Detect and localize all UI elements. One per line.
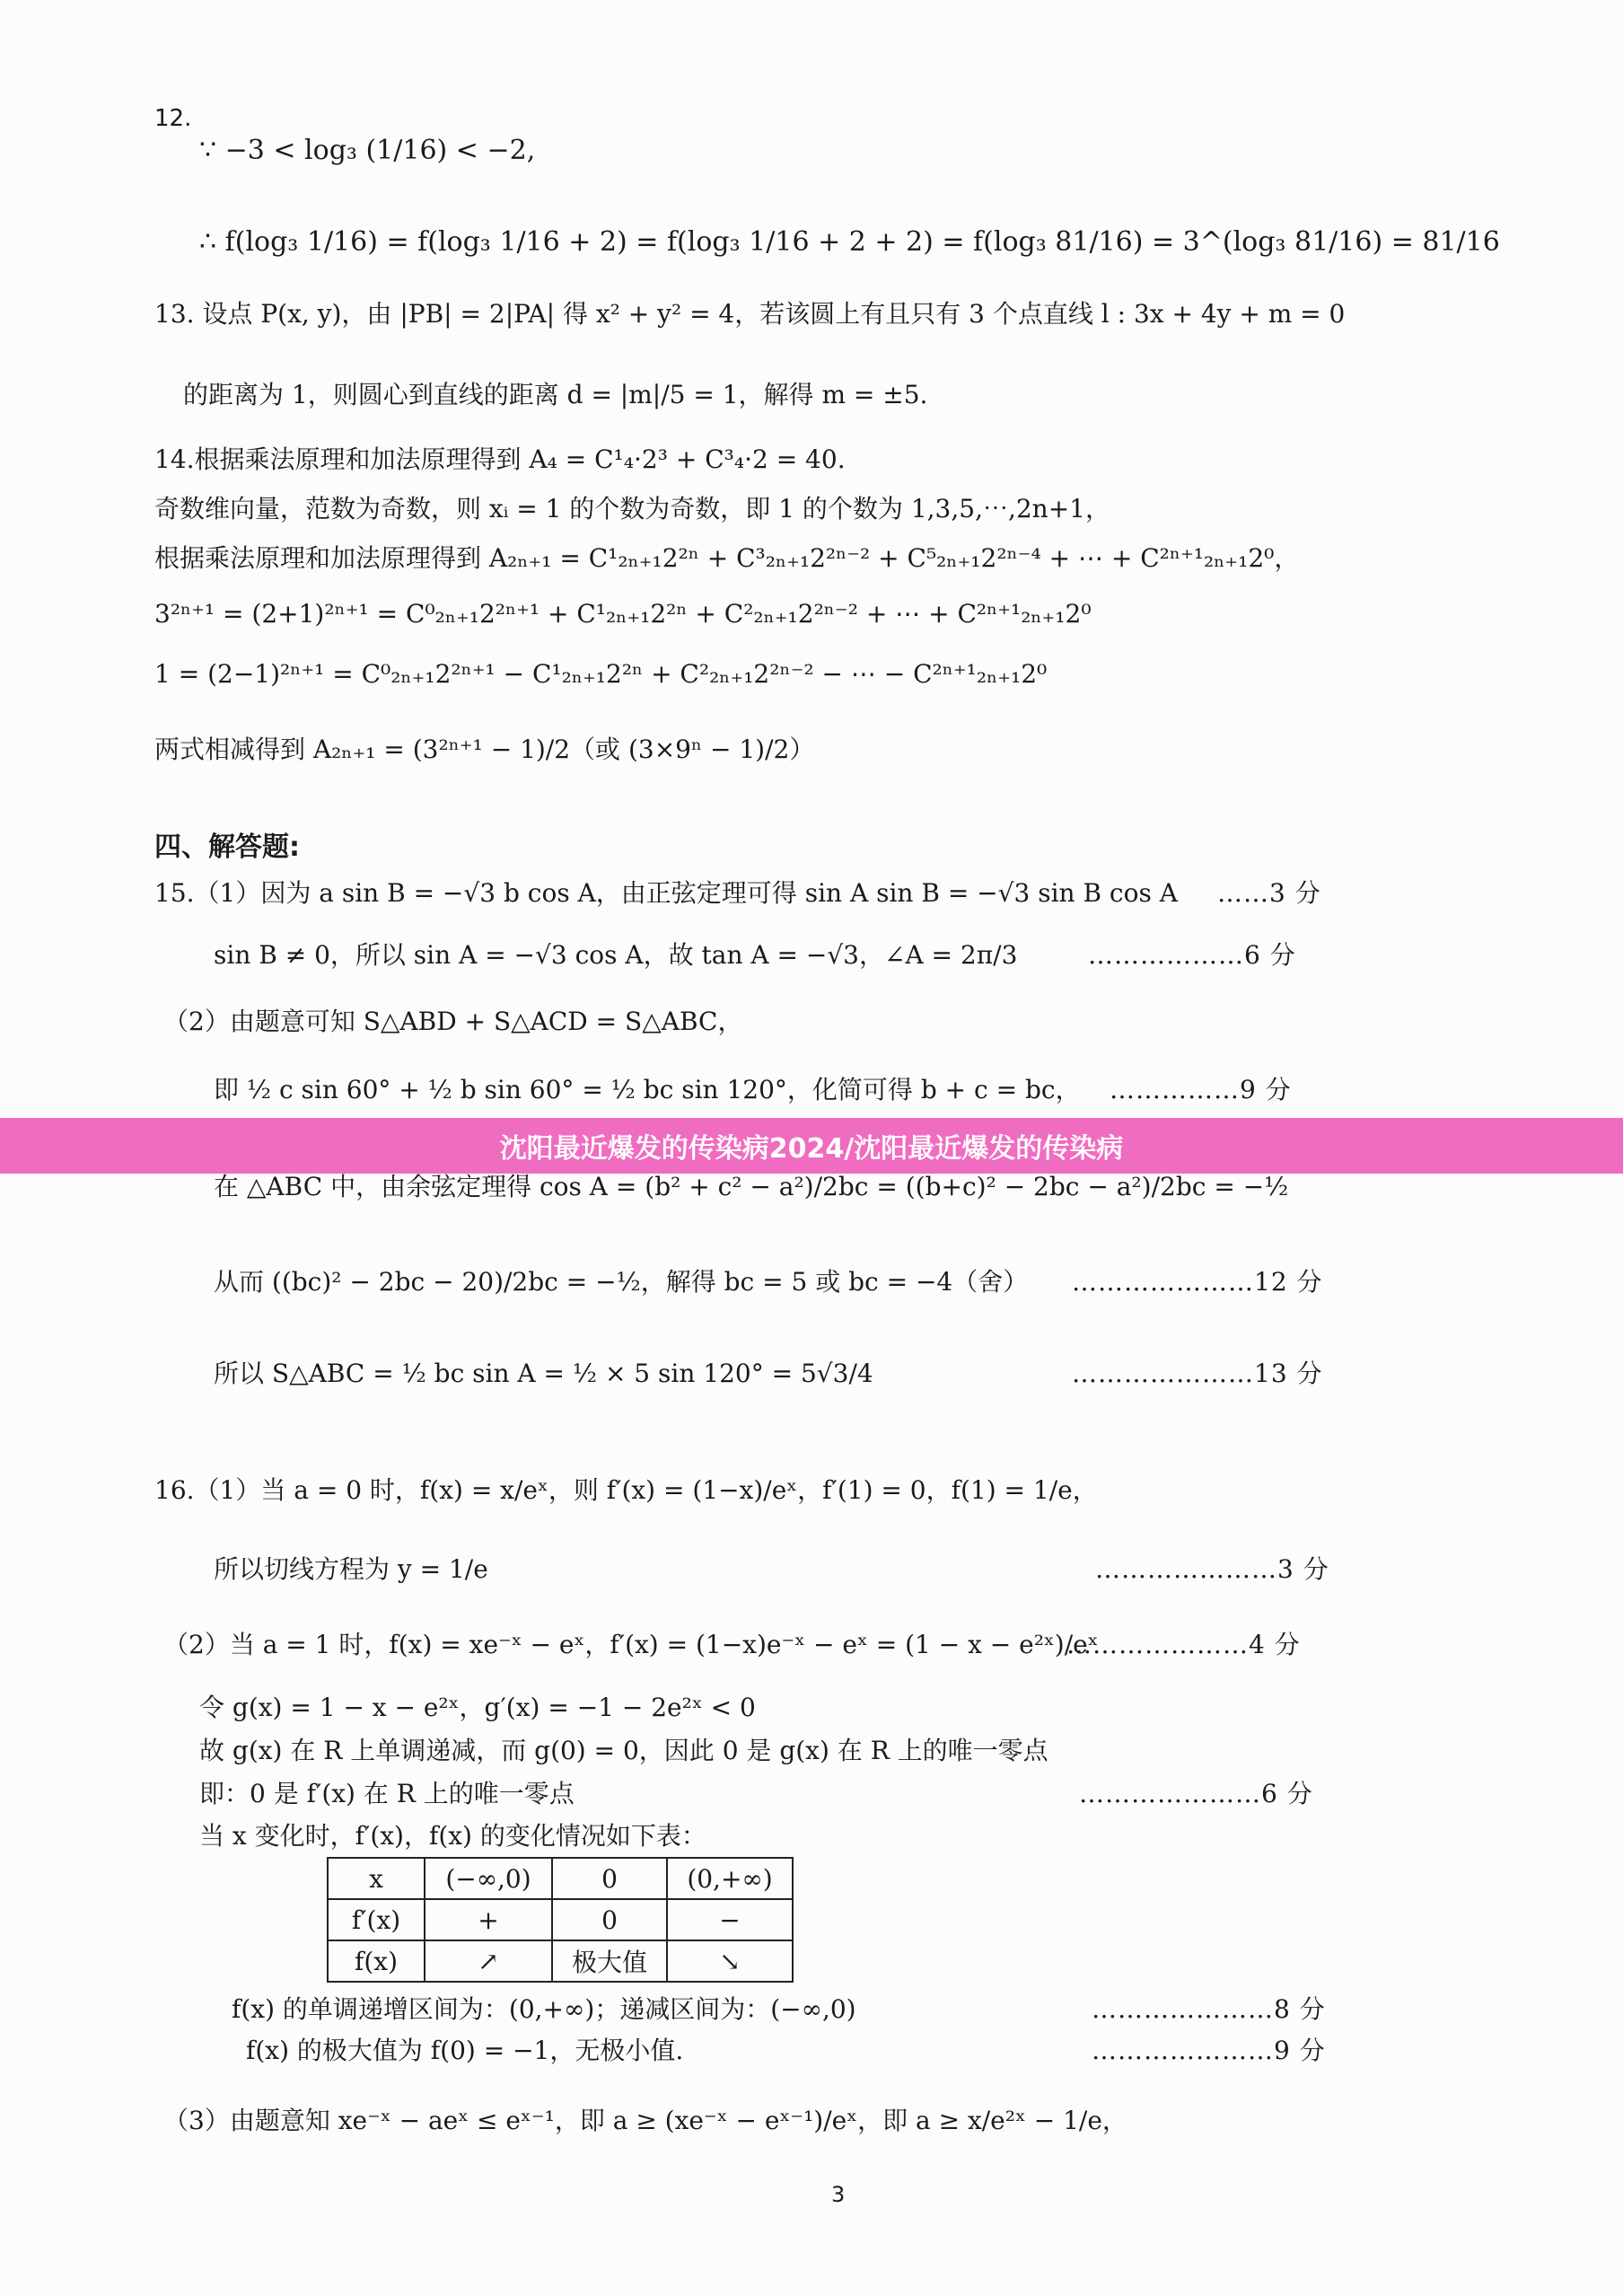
table-cell: ↗ xyxy=(425,1940,552,1982)
table-row xyxy=(328,1858,793,1899)
q15-score-6: …………………12 分 xyxy=(1072,1267,1323,1297)
q14-line-5: 1 = (2−1)²ⁿ⁺¹ = C⁰₂ₙ₊₁2²ⁿ⁺¹ − C¹₂ₙ₊₁2²ⁿ + C²₂ₙ₊₁2²ⁿ⁻² − ⋯ − C²ⁿ⁺¹₂ₙ₊₁2⁰ xyxy=(154,659,1048,689)
q16-score-9: …………………9 分 xyxy=(1092,2036,1326,2065)
q12-number: 12. xyxy=(154,105,192,132)
q15-score-1: ……3 分 xyxy=(1217,878,1321,908)
q14-line-1: 14.根据乘法原理和加法原理得到 A₄ = C¹₄·2³ + C³₄·2 = 40. xyxy=(154,444,846,474)
sign-table xyxy=(327,1857,794,1983)
q16-score-2: …………………3 分 xyxy=(1095,1554,1329,1584)
page-number: 3 xyxy=(831,2182,846,2207)
q16-line-3: （2）当 a = 1 时，f(x) = xe⁻ˣ − eˣ，f′(x) = (1−x)e⁻ˣ − eˣ = (1 − x − e²ˣ)/eˣ xyxy=(163,1630,1099,1659)
q16-line-8: f(x) 的单调递增区间为：(0,+∞)；递减区间为：(−∞,0) xyxy=(232,1994,856,2024)
table-cell: 0 xyxy=(552,1899,667,1940)
watermark-banner xyxy=(0,1118,1623,1174)
q16-line-7: 当 x 变化时，f′(x)，f(x) 的变化情况如下表： xyxy=(199,1821,706,1851)
table-cell: x xyxy=(328,1858,425,1899)
q16-score-6: …………………6 分 xyxy=(1079,1779,1313,1808)
banner-text: 沈阳最近爆发的传染病2024/沈阳最近爆发的传染病 xyxy=(499,1133,1124,1165)
q14-line-3: 根据乘法原理和加法原理得到 A₂ₙ₊₁ = C¹₂ₙ₊₁2²ⁿ + C³₂ₙ₊₁2²ⁿ⁻² + C⁵₂ₙ₊₁2²ⁿ⁻⁴ + ⋯ + C²ⁿ⁺¹₂ₙ₊₁2⁰， xyxy=(154,543,1300,573)
table-cell: 极大值 xyxy=(552,1940,667,1982)
table-cell: − xyxy=(667,1899,793,1940)
table-row xyxy=(328,1899,793,1940)
section-heading: 四、解答题: xyxy=(154,831,300,863)
q14-line-2: 奇数维向量，范数为奇数，则 xᵢ = 1 的个数为奇数，即 1 的个数为 1,3,5,⋯,2n+1， xyxy=(154,494,1110,523)
table-cell: + xyxy=(425,1899,552,1940)
q15-line-4: 即 ½ c sin 60° + ½ b sin 60° = ½ bc sin 120°，化简可得 b + c = bc， xyxy=(214,1075,1081,1104)
q13-line-2: 的距离为 1，则圆心到直线的距离 d = |m|/5 = 1，解得 m = ±5. xyxy=(183,380,928,409)
table-cell: ↘ xyxy=(667,1940,793,1982)
q15-line-7: 所以 S△ABC = ½ bc sin A = ½ × 5 sin 120° = 5√3/4 xyxy=(214,1359,873,1388)
table-cell: (0,+∞) xyxy=(667,1858,793,1899)
q14-line-4: 3²ⁿ⁺¹ = (2+1)²ⁿ⁺¹ = C⁰₂ₙ₊₁2²ⁿ⁺¹ + C¹₂ₙ₊₁2²ⁿ + C²₂ₙ₊₁2²ⁿ⁻² + ⋯ + C²ⁿ⁺¹₂ₙ₊₁2⁰ xyxy=(154,599,1092,629)
q15-line-3: （2）由题意可知 S△ABD + S△ACD = S△ABC， xyxy=(163,1007,743,1036)
q15-line-2: sin B ≠ 0，所以 sin A = −√3 cos A，故 tan A = −√3，∠A = 2π/3 xyxy=(214,940,1018,970)
q16-line-10: （3）由题意知 xe⁻ˣ − aeˣ ≤ eˣ⁻¹，即 a ≥ (xe⁻ˣ − eˣ⁻¹)/eˣ，即 a ≥ x/e²ˣ − 1/e， xyxy=(163,2106,1127,2135)
q15-score-2: ………………6 分 xyxy=(1088,940,1296,970)
table-cell: f′(x) xyxy=(328,1899,425,1940)
q16-line-6: 即：0 是 f′(x) 在 R 上的唯一零点 xyxy=(199,1779,575,1808)
q15-score-7: …………………13 分 xyxy=(1072,1359,1323,1388)
q12-line-1: ∵ −3 < log₃ (1/16) < −2, xyxy=(199,135,536,166)
q16-line-9: f(x) 的极大值为 f(0) = −1，无极小值. xyxy=(246,2036,684,2065)
q16-score-3: …………………4 分 xyxy=(1066,1630,1301,1659)
table-row xyxy=(328,1940,793,1982)
q16-line-5: 故 g(x) 在 R 上单调递减，而 g(0) = 0，因此 0 是 g(x) 在 R 上的唯一零点 xyxy=(199,1736,1048,1765)
table-cell: 0 xyxy=(552,1858,667,1899)
q15-score-4: ……………9 分 xyxy=(1110,1075,1292,1104)
q16-line-2: 所以切线方程为 y = 1/e xyxy=(214,1554,488,1584)
q16-line-4: 令 g(x) = 1 − x − e²ˣ，g′(x) = −1 − 2e²ˣ < 0 xyxy=(199,1693,756,1722)
q15-line-5: 在 △ABC 中，由余弦定理得 cos A = (b² + c² − a²)/2bc = ((b+c)² − 2bc − a²)/2bc = −½ xyxy=(214,1172,1289,1201)
q13-line-1: 13. 设点 P(x, y)，由 |PB| = 2|PA| 得 x² + y² = 4，若该圆上有且只有 3 个点直线 l : 3x + 4y + m = 0 xyxy=(154,299,1346,329)
table-cell: (−∞,0) xyxy=(425,1858,552,1899)
table-cell: f(x) xyxy=(328,1940,425,1982)
q16-line-1: 16.（1）当 a = 0 时，f(x) = x/eˣ，则 f′(x) = (1−x)/eˣ，f′(1) = 0，f(1) = 1/e， xyxy=(154,1475,1098,1505)
q12-line-2: ∴ f(log₃ 1/16) = f(log₃ 1/16 + 2) = f(log₃ 1/16 + 2 + 2) = f(log₃ 81/16) = 3^(log₃ 81/16) = 81/16 xyxy=(199,226,1500,258)
q16-score-8: …………………8 分 xyxy=(1092,1994,1326,2024)
q15-line-1: 15.（1）因为 a sin B = −√3 b cos A，由正弦定理可得 sin A sin B = −√3 sin B cos A xyxy=(154,878,1178,908)
q15-line-6: 从而 ((bc)² − 2bc − 20)/2bc = −½，解得 bc = 5 或 bc = −4（舍） xyxy=(214,1267,1029,1297)
q14-line-6: 两式相减得到 A₂ₙ₊₁ = (3²ⁿ⁺¹ − 1)/2（或 (3×9ⁿ − 1)/2） xyxy=(154,735,815,764)
